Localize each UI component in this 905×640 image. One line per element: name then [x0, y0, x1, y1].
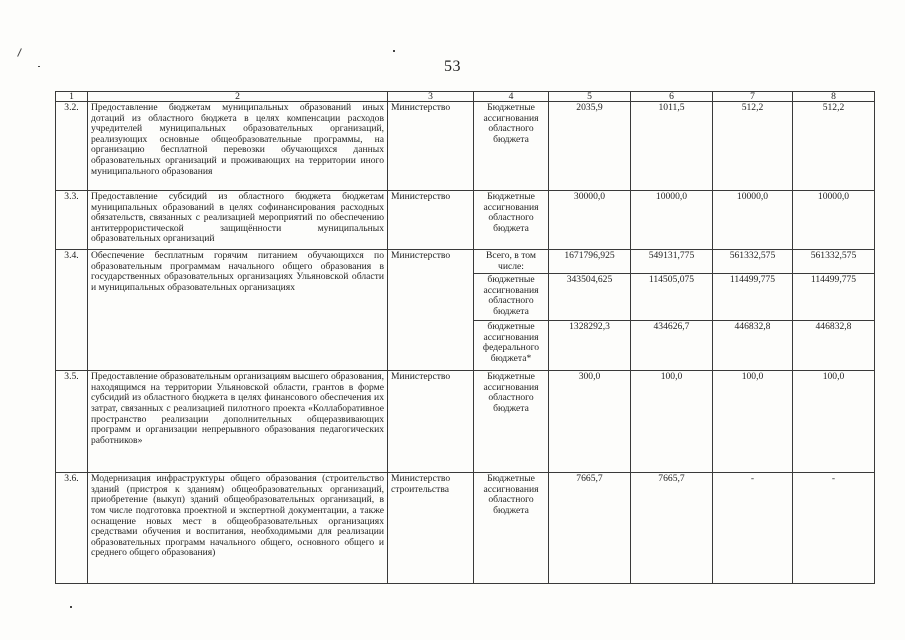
amount-year-2: 512,2: [713, 102, 793, 191]
table-row: [56, 371, 875, 473]
executor: Министерство: [388, 371, 474, 473]
amount-year-2: 446832,8: [713, 321, 793, 371]
scan-speck: [17, 48, 22, 57]
amount-year-2: 561332,575: [713, 250, 793, 274]
scan-speck: [70, 606, 72, 608]
amount-year-3: 446832,8: [793, 321, 875, 371]
table-row: [56, 250, 875, 274]
amount-year-3: 100,0: [793, 371, 875, 473]
amount-total: 30000,0: [549, 191, 631, 250]
row-number: 3.2.: [56, 102, 88, 191]
amount-year-1: 100,0: [631, 371, 713, 473]
amount-total: 1328292,3: [549, 321, 631, 371]
executor: Министерство: [388, 250, 474, 371]
table-row: [56, 473, 875, 584]
measure-name: Предоставление бюджетам муниципальных образований иных дотаций из областного бюджета в целях компенсации расходов учредителей муниципальных образовательных организаций, реализующих основные общеобразовательные программы, на организацию бесплатной перевозки обучающихся данных образовательных организаций и проживающих на территории иного муниципального образования: [88, 102, 388, 191]
amount-year-1: 549131,775: [631, 250, 713, 274]
column-number: 7: [713, 92, 793, 102]
funding-source: Бюджетные ассигнования областного бюджета: [474, 191, 549, 250]
measure-name: Обеспечение бесплатным горячим питанием обучающихся по образовательным программам начального общего образования в государственных образовательных организациях Ульяновской области и муниципальных образовательных организациях: [88, 250, 388, 371]
column-number: 2: [88, 92, 388, 102]
amount-year-3: 512,2: [793, 102, 875, 191]
amount-total: 1671796,925: [549, 250, 631, 274]
measure-name: Модернизация инфраструктуры общего образования (строительство зданий (пристроя к зданиям) общеобразовательных организаций, приобретение (выкуп) зданий общеобразовательных организаций, в том числе подготовка проектной и экспертной документации, а также оснащение новых мест в общеобразовательных организациях средствами обучения и воспитания, необходимыми для реализации образовательных программ начального общего, основного общего и среднего общего образования): [88, 473, 388, 584]
table-row: [56, 102, 875, 191]
amount-year-3: 114499,775: [793, 274, 875, 321]
column-number: 8: [793, 92, 875, 102]
column-number: 5: [549, 92, 631, 102]
measure-name: Предоставление субсидий из областного бюджета бюджетам муниципальных образований в целях софинансирования расходных обязательств, связанных с реализацией мероприятий по обеспечению антитеррористической защищённости муниципальных образовательных организаций: [88, 191, 388, 250]
measures-table: [55, 91, 875, 584]
column-number: 3: [388, 92, 474, 102]
funding-source-federal: бюджетные ассигнования федерального бюджета*: [474, 321, 549, 371]
page-number: 53: [444, 58, 461, 75]
amount-year-1: 434626,7: [631, 321, 713, 371]
amount-year-2: 100,0: [713, 371, 793, 473]
amount-total: 2035,9: [549, 102, 631, 191]
amount-year-2: -: [713, 473, 793, 584]
amount-year-2: 114499,775: [713, 274, 793, 321]
amount-total: 300,0: [549, 371, 631, 473]
funding-source-total: Всего, в том числе:: [474, 250, 549, 274]
amount-year-3: -: [793, 473, 875, 584]
table-row: [56, 191, 875, 250]
column-number: 1: [56, 92, 88, 102]
funding-source: Бюджетные ассигнования областного бюджета: [474, 371, 549, 473]
funding-source: Бюджетные ассигнования областного бюджета: [474, 473, 549, 584]
column-number: 4: [474, 92, 549, 102]
amount-year-1: 114505,075: [631, 274, 713, 321]
amount-total: 7665,7: [549, 473, 631, 584]
amount-total: 343504,625: [549, 274, 631, 321]
row-number: 3.4.: [56, 250, 88, 371]
amount-year-1: 7665,7: [631, 473, 713, 584]
measure-name: Предоставление образовательным организациям высшего образования, находящимся на территории Ульяновской области, грантов в форме субсидий из областного бюджета в целях финансового обеспечения их затрат, связанных с реализацией пилотного проекта «Коллаборативное пространство реализации дополнительных общеразвивающих программ и организации непрерывного образования педагогических работников»: [88, 371, 388, 473]
row-number: 3.3.: [56, 191, 88, 250]
funding-source-regional: бюджетные ассигнования областного бюджета: [474, 274, 549, 321]
column-numbers-row: [56, 92, 875, 102]
amount-year-2: 10000,0: [713, 191, 793, 250]
amount-year-1: 10000,0: [631, 191, 713, 250]
row-number: 3.6.: [56, 473, 88, 584]
amount-year-1: 1011,5: [631, 102, 713, 191]
row-number: 3.5.: [56, 371, 88, 473]
amount-year-3: 10000,0: [793, 191, 875, 250]
scan-speck: [393, 50, 395, 52]
amount-year-3: 561332,575: [793, 250, 875, 274]
executor: Министерство: [388, 191, 474, 250]
column-number: 6: [631, 92, 713, 102]
funding-source: Бюджетные ассигнования областного бюджета: [474, 102, 549, 191]
executor: Министерство: [388, 102, 474, 191]
executor: Министерство строительства: [388, 473, 474, 584]
